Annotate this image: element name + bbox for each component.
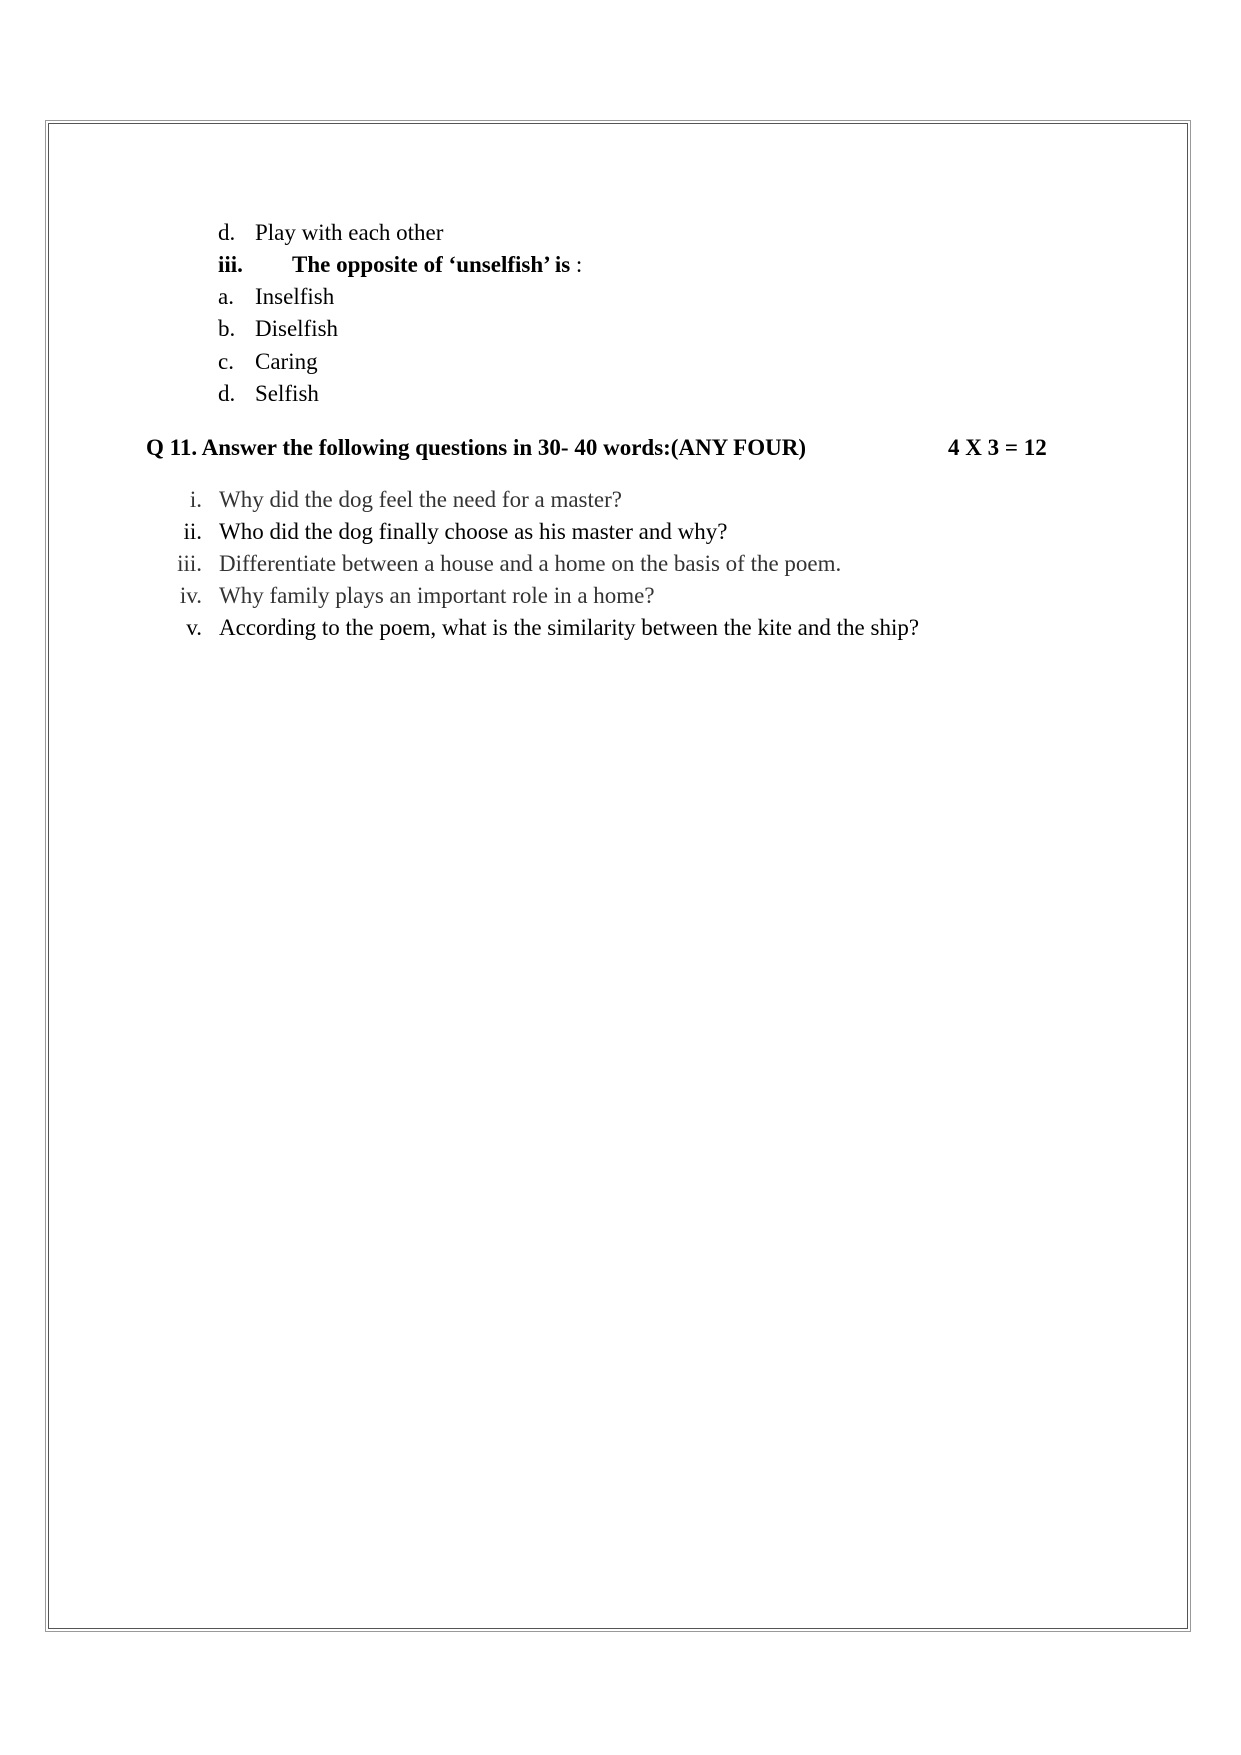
question-text: Why did the dog feel the need for a master? xyxy=(219,487,622,512)
option-marker: b. xyxy=(218,316,236,341)
question-marker: ii. xyxy=(183,519,202,544)
option-text: Play with each other xyxy=(255,220,444,245)
marks-label: 4 X 3 = 12 xyxy=(948,435,1047,460)
question-marker: iii. xyxy=(177,551,202,576)
question-marker: i. xyxy=(189,487,202,512)
question-marker: v. xyxy=(186,615,202,640)
sub-question-colon: : xyxy=(575,252,583,277)
option-text: Diselfish xyxy=(255,316,339,341)
question-marker: iv. xyxy=(179,583,202,608)
sub-question-text xyxy=(292,251,582,279)
sub-question-label: The opposite of ‘unselfish’ is xyxy=(292,252,571,277)
option-text: Caring xyxy=(255,349,318,374)
question-heading: Q 11. Answer the following questions in 30- 40 words:(ANY FOUR) xyxy=(146,435,807,460)
question-text: Why family plays an important role in a home? xyxy=(219,583,655,608)
question-text: Differentiate between a house and a home on the basis of the poem. xyxy=(219,551,842,576)
question-text: According to the poem, what is the similarity between the kite and the ship? xyxy=(219,615,920,640)
question-text: Who did the dog finally choose as his master and why? xyxy=(219,519,728,544)
option-marker: d. xyxy=(218,381,236,406)
option-marker: a. xyxy=(218,284,234,309)
sub-question-marker: iii. xyxy=(218,252,243,277)
option-text: Inselfish xyxy=(255,284,335,309)
option-text: Selfish xyxy=(255,381,319,406)
option-marker: c. xyxy=(218,349,234,374)
option-marker: d. xyxy=(218,220,236,245)
